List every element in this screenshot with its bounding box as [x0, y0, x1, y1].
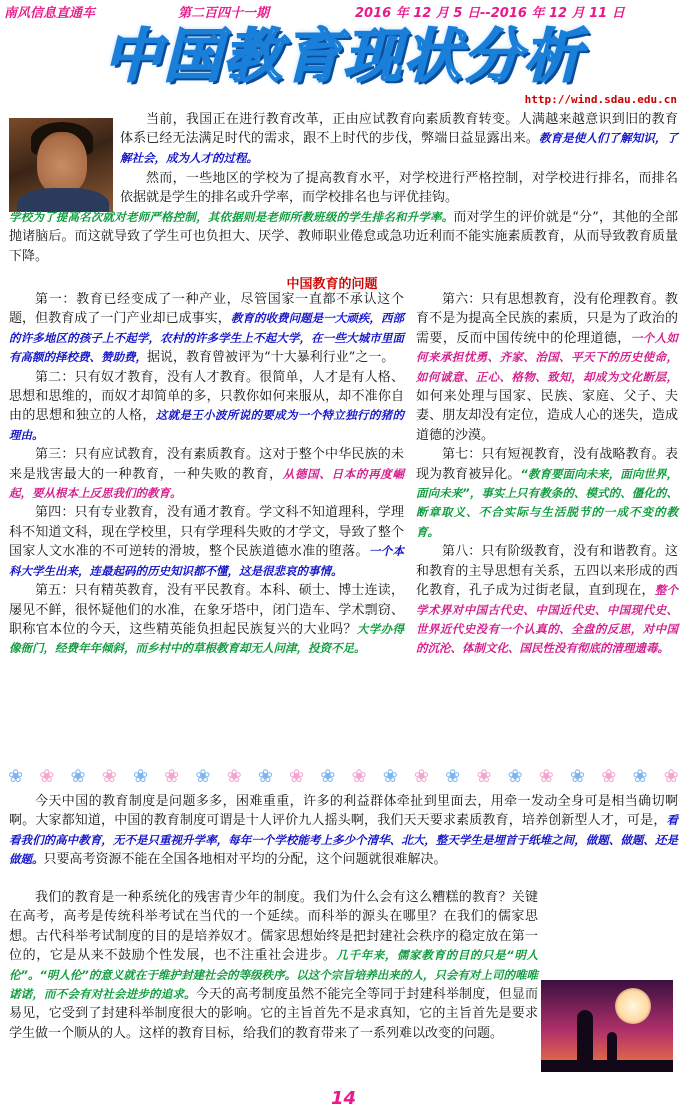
flower-icon: ❀ — [70, 766, 86, 787]
flower-icon: ❀ — [226, 766, 242, 787]
flower-icon: ❀ — [320, 766, 336, 787]
flower-divider — [0, 766, 687, 788]
flower-icon: ❀ — [570, 766, 586, 787]
intro-note-2: 学校为了提高名次就对老师严格控制，其依据则是老师所教班级的学生排名和升学率。 — [9, 210, 454, 224]
flower-icon: ❀ — [257, 766, 273, 787]
flower-icon: ❀ — [8, 766, 24, 787]
problem-4: 第四：只有专业教育，没有通才教育。学文科不知道理科，学理科不知道文科，现在学校里，只有学理科失败的才学文，导致了整个国家人文水准的不可逆转的滑坡，整个民族道德水准的堕落。一个本科大学生出来，连最起码的历史知识都不懂，这是很悲哀的事情。 — [9, 505, 404, 578]
problem-8: 第八：只有阶级教育，没有和谐教育。这和教育的主导思想有关系，五四以来形成的西化教育，孔子成为过街老鼠，直到现在，整个学术界对中国古代史、中国近代史、中国现代史、世界近代史没有一个认真的、全盘的反思，对中国的沉沦、体制文化、国民性没有彻底的清理遗毒。 — [416, 544, 678, 656]
flower-icon: ❀ — [101, 766, 117, 787]
flower-icon: ❀ — [601, 766, 617, 787]
bottom-note-2: 几千年来，儒家教育的目的只是“明人伦”。“明人伦”的意义就在于维护封建社会的等级秩序。以这个宗旨培养出来的人，只会有对上司的唯唯诺诺，而不会有对社会进步的追求。 — [9, 948, 538, 1002]
page-title: 中国教育现状分析 — [103, 22, 584, 90]
bottom-note-1: 看看我们的高中教育，无不是只重视升学率，每年一个学校能考上多少个清华、北大，整天学生是埋首于纸堆之间，做题、做题、还是做题。 — [9, 813, 678, 867]
left-column — [9, 290, 404, 659]
issue-number: 第二百四十一期 — [178, 6, 270, 21]
flower-icon: ❀ — [632, 766, 648, 787]
flower-icon: ❀ — [445, 766, 461, 787]
flower-icon: ❀ — [195, 766, 211, 787]
intro-paragraph-2b: 学校为了提高名次就对老师严格控制，其依据则是老师所教班级的学生排名和升学率。而对学生的评价就是“分”，其他的全部抛诸脑后。而这就导致了学生可也负担大、厌学、教师职业倦怠或急功近利而不能实施素质教育，从而导致教育质量下降。 — [9, 210, 678, 264]
flower-icon: ❀ — [476, 766, 492, 787]
section-heading: 中国教育的问题 — [286, 277, 378, 292]
flower-icon: ❀ — [382, 766, 398, 787]
flower-icon: ❀ — [538, 766, 554, 787]
bottom-paragraph-1: 今天中国的教育制度是问题多多，困难重重，许多的利益群体牵扯到里面去，用牵一发动全身可是相当确切啊啊。大家都知道，中国的教育制度可谓是十人评价九人摇头啊，我们天天要求素质教育，培养创新型人才，可是，看看我们的高中教育，无不是只重视升学率，每年一个学校能考上多少个清华、北大，整天学生是埋首于纸堆之间，做题、做题、还是做题。只要高考资源不能在全国各地相对平均的分配，这个问题就很难解决。 — [9, 794, 678, 868]
problem-1: 第一：教育已经变成了一种产业，尽管国家一直都不承认这个题，但教育成了一门产业却已成事实，教育的收费问题是一大顽疾，西部的许多地区的孩子上不起学，农村的许多学生上不起大学，在一些大城市里面有高额的择校费、赞助费，据说，教育曾被评为“十大暴利行业”之一。 — [9, 292, 404, 366]
flower-icon: ❀ — [39, 766, 55, 787]
problem-5: 第五：只有精英教育，没有平民教育。本科、硕士、博士连读，屡见不鲜，很怀疑他们的水准，在象牙塔中，闭门造车、学术剽窃、职称官本位的今天，这些精英能负担起民族复兴的大业吗？大学办得像衙门，经费年年倾斜，而乡村中的草根教育却无人问津，投资不足。 — [9, 583, 404, 656]
flower-icon: ❀ — [507, 766, 523, 787]
flower-icon: ❀ — [413, 766, 429, 787]
flower-icon: ❀ — [164, 766, 180, 787]
problem-7: 第七：只有短视教育，没有战略教育。表现为教育被异化。“教育要面向未来，面向世界，面向未来”，事实上只有教条的、模式的、僵化的、断章取义、不合实际与生活脱节的一成不变的教育。 — [416, 447, 678, 539]
masthead — [0, 0, 687, 20]
child-photo — [9, 118, 113, 212]
flower-icon: ❀ — [289, 766, 305, 787]
problem-2: 第二：只有奴才教育，没有人才教育。很简单，人才是有人格、思想和思维的，而奴才却简单的多，只教你如何来服从，却不准你自由的思想和独立的人格，这就是王小波所说的要成为一个特立独行的猪的理由。 — [9, 369, 404, 442]
flower-icon: ❀ — [132, 766, 149, 787]
intro-paragraph-2a: 然而，一些地区的学校为了提高教育水平，对学校进行严格控制，对学校进行排名，而排名依据就是学生的排名或升学率，而学校排名也与评优挂钩。 — [120, 171, 678, 206]
issue-date: 2016 年 12 月 5 日--2016 年 12 月 11 日 — [355, 6, 625, 21]
intro-note-1: 教育是使人们了解知识，了解社会，成为人才的过程。 — [120, 131, 678, 165]
bottom-paragraph-2: 我们的教育是一种系统化的残害青少年的制度。我们为什么会有这么糟糕的教育？关键在高考，高考是传统科举考试在当代的一个延续。而科举的源头在哪里？在我们的儒家思想。古代科举考试制度的目的是培养奴才。儒家思想始终是把封建社会秩序的稳定放在第一位的，它是从来不鼓励个性发展，也不注重社会进步。几千年来，儒家教育的目的只是“明人伦”。“明人伦”的意义就在于维护封建社会的等级秩序。以这个宗旨培养出来的人，只会有对上司的唯唯诺诺，而不会有对社会进步的追求。今天的高考制度虽然不能完全等同于封建科举制度，但显而易见，它受到了封建科举制度很大的影响。它的主旨首先不是求真知，它的主旨首先是要求学生做一个顺从的人。这样的教育目标，给我们的教育带来了一系列难以改变的问题。 — [9, 890, 538, 1041]
site-url[interactable]: http://wind.sdau.edu.cn — [524, 93, 677, 106]
page-number: 14 — [330, 1088, 357, 1109]
intro-paragraph-1: 当前，我国正在进行教育改革，正由应试教育向素质教育转变。人满越来越意识到旧的教育体系已经无法满足时代的需求，跟不上时代的步伐，弊端日益显露出来。教育是使人们了解知识，了解社会，成为人才的过程。 — [120, 112, 678, 165]
problem-6: 第六：只有思想教育，没有伦理教育。教育不是为提高全民族的素质，只是为了政治的需要，反而中国传统中的伦理道德，一个人如何来承担忧勇、齐家、治国、平天下的历史使命，如何诚意、正心、格物、致知，却成为文化断层，如何来处理与国家、民族、家庭、父子、夫妻、朋友却没有定位，造成人心的迷失，造成道德的沙漠。 — [416, 292, 678, 443]
flower-icon: ❀ — [351, 766, 367, 787]
problem-3: 第三：只有应试教育，没有素质教育。这对于整个中华民族的未来是戕害最大的一种教育，一种失败的教育，从德国、日本的再度崛起，要从根本上反思我们的教育。 — [9, 447, 404, 501]
right-column — [416, 290, 678, 659]
publication-name: 南风信息直通车 — [4, 6, 96, 21]
flower-icon: ❀ — [663, 766, 679, 787]
